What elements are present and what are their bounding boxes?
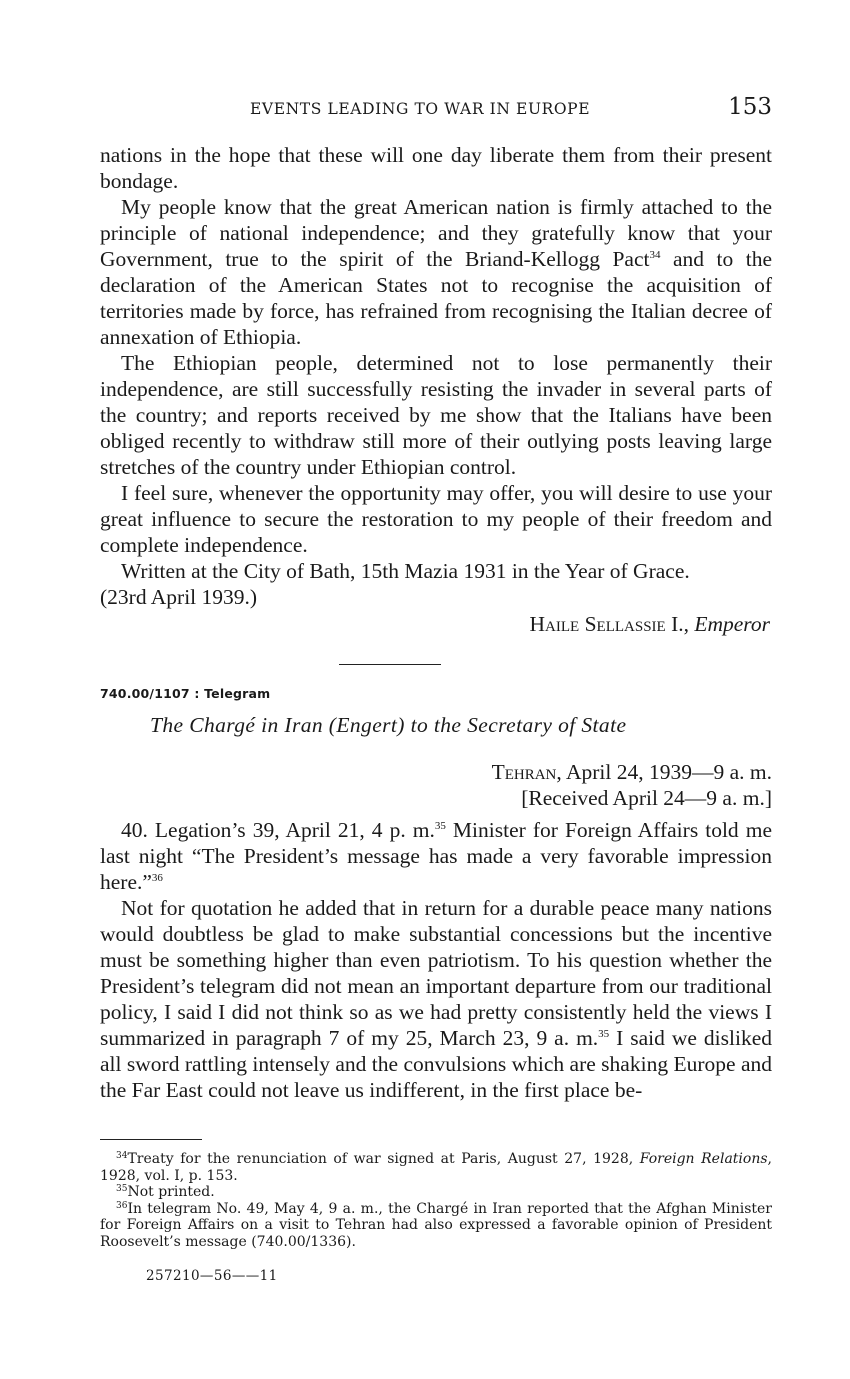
footnote-text: Not printed. xyxy=(127,1184,215,1200)
footnote-citation-title: Foreign Relations xyxy=(639,1151,768,1167)
page-number: 153 xyxy=(728,94,772,120)
telegram-paragraph-2 xyxy=(100,895,772,1103)
footnote-rule xyxy=(100,1139,202,1140)
document-heading: The Chargé in Iran (Engert) to the Secretary of State xyxy=(150,713,627,737)
footnote-mark: 35 xyxy=(116,1184,128,1194)
footnote-ref-35: 35 xyxy=(434,820,446,832)
letter-body xyxy=(100,142,772,610)
letter-place-date: Written at the City of Bath, 15th Mazia 1931 in the Year of Grace. xyxy=(121,559,690,583)
letter-date-gregorian: (23rd April 1939.) xyxy=(100,585,258,609)
telegram-paragraph-2-text: Not for quotation he added that in return for a durable peace many nations would doubtless be glad to make substantial concessions but the incentive must be something higher than even patriotism. To his question whether the President’s telegram did not mean an important departure from our traditional policy, I said I did not think so as we had pretty consistently held the views I summarized in paragraph 7 of my 25, March 23, 9 a. m. xyxy=(100,896,772,1050)
letter-paragraph-5 xyxy=(100,558,772,584)
section-divider xyxy=(339,664,441,665)
printer-mark: 257210—56——11 xyxy=(146,1268,278,1284)
letter-paragraph-1: nations in the hope that these will one day liberate them from their present bondage. xyxy=(100,143,772,193)
footnote-text: In telegram No. 49, May 4, 9 a. m., the Chargé in Iran reported that the Afghan Minister for Foreign Affairs on a visit to Tehran had also expressed a favorable opinion of President Roosevelt’s message (740.00/1336). xyxy=(100,1200,772,1250)
letter-paragraph-2-text-cont: and to the declaration of the American States not to recognise the acquisition of territories made by force, has refrained from recognising the Italian decree of annexation of Ethiopia. xyxy=(100,247,772,349)
received-line: [Received April 24—9 a. m.] xyxy=(521,786,772,810)
footnote-36 xyxy=(100,1201,772,1251)
dateline xyxy=(300,760,772,785)
footnote-mark: 34 xyxy=(116,1151,128,1161)
dateline-place: Tehran, xyxy=(491,760,562,784)
signature-title: Emperor xyxy=(694,612,770,636)
telegram-paragraph-1 xyxy=(100,817,772,895)
letter-paragraph-2 xyxy=(100,194,772,350)
letter-paragraph-3: The Ethiopian people, determined not to lose permanently their independence, are still successfully resisting the invader in several parts of the country; and reports received by me show that the Italians have been obliged recently to withdraw still more of their outlying posts leaving large stretches of the country under Ethiopian control. xyxy=(100,351,772,479)
signature-name: Haile Sellassie I., xyxy=(529,612,689,636)
footnote-mark: 36 xyxy=(116,1200,128,1211)
footnote-35 xyxy=(100,1184,772,1201)
telegram-paragraph-1-text-cont: Minister for Foreign Affairs told me last night “The President’s message has made a very favorable impression here.” xyxy=(100,818,772,894)
letter-paragraph-4: I feel sure, whenever the opportunity may offer, you will desire to use your great influence to secure the restoration to my people of their freedom and complete independence. xyxy=(100,481,772,557)
footnote-text-cont: , 1928, vol. I, p. 153. xyxy=(100,1151,772,1184)
running-head xyxy=(100,96,772,126)
footnotes xyxy=(100,1151,772,1250)
telegram-body xyxy=(100,817,772,1103)
telegram-paragraph-2-text-cont: I said we disliked all sword rattling intensely and the convulsions which are shaking Europe and the Far East could not leave us indifferent, in the first place be- xyxy=(100,1026,772,1102)
telegram-paragraph-1-text: 40. Legation’s 39, April 21, 4 p. m. xyxy=(121,818,435,842)
footnote-text: Treaty for the renunciation of war signed at Paris, August 27, 1928, xyxy=(127,1151,640,1167)
footnote-ref-35-second: 35 xyxy=(598,1028,610,1040)
footnote-ref-34: 34 xyxy=(649,249,661,261)
footnote-34 xyxy=(100,1151,772,1184)
dateline-date: April 24, 1939—9 a. m. xyxy=(561,760,772,784)
file-reference: 740.00/1107 : Telegram xyxy=(100,686,271,701)
letter-paragraph-2-text: My people know that the great American nation is firmly attached to the principle of national independence; and they gratefully know that your Government, true to the spirit of the Briand-Kellogg Pact xyxy=(100,195,772,271)
letter-signature xyxy=(530,612,770,637)
footnote-ref-36: 36 xyxy=(151,872,163,884)
running-title: EVENTS LEADING TO WAR IN EUROPE xyxy=(250,100,591,118)
